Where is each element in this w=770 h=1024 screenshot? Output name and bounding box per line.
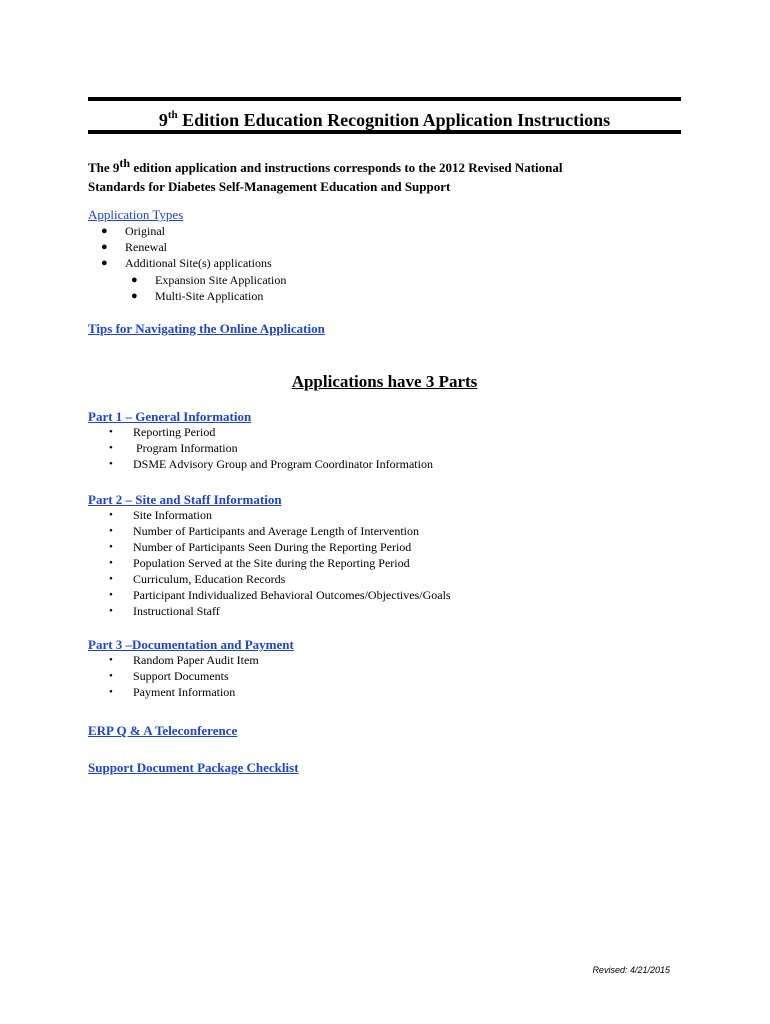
tips-section — [88, 320, 325, 338]
list-item: • Participant Individualized Behavioral Outcomes/Objectives/Goals — [109, 588, 451, 602]
list-item: • Site Information — [109, 508, 212, 522]
list-item: • Number of Participants and Average Length of Intervention — [109, 524, 420, 538]
application-types-heading[interactable] — [88, 206, 183, 224]
application-types-link[interactable]: Application Types — [88, 207, 184, 222]
list-item: • Program Information — [109, 441, 238, 455]
title-bottom-rule — [88, 130, 681, 134]
list-item: ● Expansion Site Application — [131, 273, 287, 287]
page-title: 9th Edition Education Recognition Application Instructions — [158, 109, 611, 130]
title-top-rule — [88, 97, 681, 101]
intro-paragraph: The 9th edition application and instructions corresponds to the 2012 Revised National Standards for Diabetes Self-Management Education and Support — [88, 156, 563, 194]
list-item: • Curriculum, Education Records — [109, 572, 286, 586]
list-item: • DSME Advisory Group and Program Coordinator Information — [109, 457, 433, 471]
application-subtypes-list — [131, 272, 287, 304]
list-item: • Support Documents — [109, 669, 229, 683]
erp-teleconference-link[interactable]: ERP Q & A Teleconference — [88, 723, 238, 738]
list-item: ● Renewal — [101, 240, 167, 254]
part2-list — [109, 507, 451, 619]
part1-link[interactable]: Part 1 – General Information — [88, 409, 252, 424]
part3-list — [109, 652, 259, 700]
list-item: ● Original — [101, 224, 165, 238]
part1-list — [109, 424, 433, 472]
list-item: • Reporting Period — [109, 425, 216, 439]
erp-section — [88, 722, 237, 740]
parts-heading: Applications have 3 Parts — [291, 372, 478, 391]
revised-date: Revised: 4/21/2015 — [592, 965, 670, 975]
application-types-list — [101, 223, 272, 271]
list-item: ● Multi-Site Application — [131, 289, 264, 303]
list-item: ● Additional Site(s) applications — [101, 256, 272, 270]
list-item: • Random Paper Audit Item — [109, 653, 259, 667]
support-document-checklist-link[interactable]: Support Document Package Checklist — [88, 760, 299, 775]
list-item: • Population Served at the Site during the Reporting Period — [109, 556, 410, 570]
tips-link[interactable]: Tips for Navigating the Online Application — [88, 321, 325, 336]
list-item: • Payment Information — [109, 685, 236, 699]
checklist-section — [88, 759, 299, 777]
list-item: • Instructional Staff — [109, 604, 220, 618]
part2-link[interactable]: Part 2 – Site and Staff Information — [88, 492, 282, 507]
part3-link[interactable]: Part 3 –Documentation and Payment — [88, 637, 294, 652]
list-item: • Number of Participants Seen During the Reporting Period — [109, 540, 412, 554]
